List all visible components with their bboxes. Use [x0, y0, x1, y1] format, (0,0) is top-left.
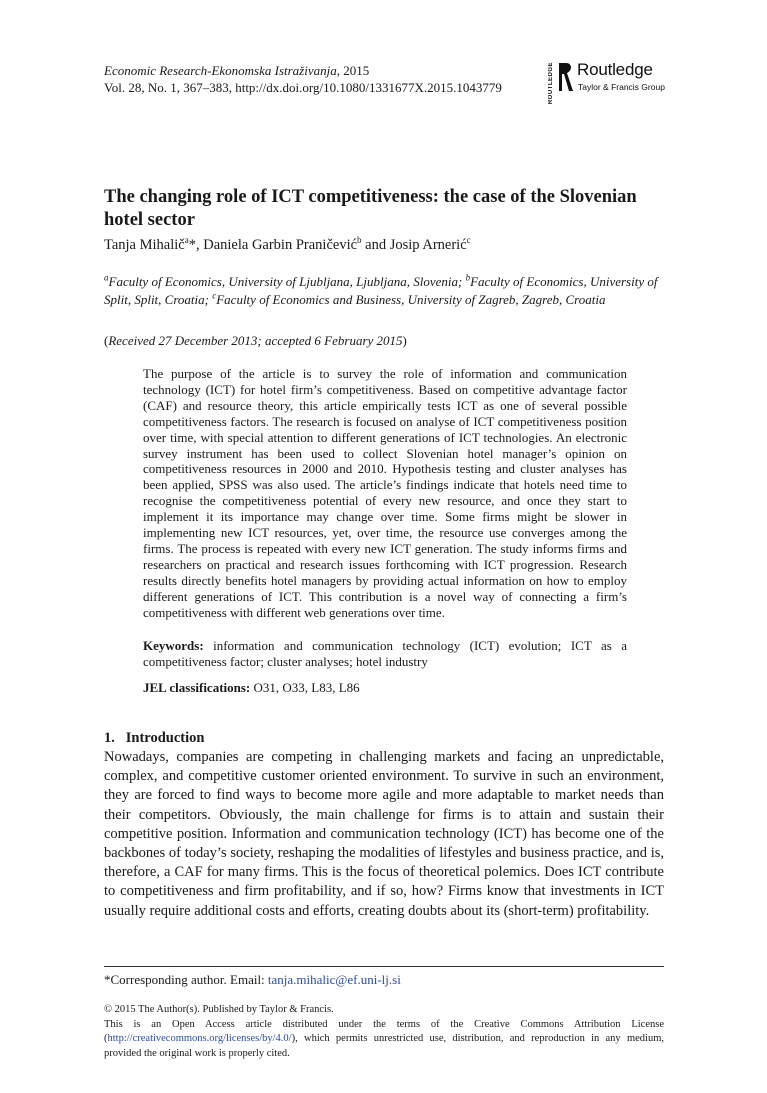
jel-label: JEL classifications: [143, 680, 251, 695]
affil-sup: a [104, 272, 109, 283]
jel-codes: O31, O33, L83, L86 [253, 680, 360, 695]
author-separator: and [361, 237, 390, 253]
journal-name: Economic Research-Ekonomska Istraživanja [104, 63, 337, 78]
corresponding-author [104, 972, 401, 988]
keywords-label: Keywords: [143, 638, 204, 653]
copyright-line: © 2015 The Author(s). Published by Taylor & Francis. [104, 1004, 334, 1015]
author-affil-sup: b [357, 235, 362, 246]
affiliations [104, 273, 664, 308]
body-paragraph: Nowadays, companies are competing in challenging markets and facing an unpredictable, complex, and competitive customer oriented environment. To survive in such an environment, they are forced to find ways to become more agile and more adaptable to market needs than their competitors. Obviously, the main challenge for firms is to attain and sustain their competitive position. Information and communication technology (ICT) has become one of the backbones of today’s society, reshaping the modalities of lifestyles and business practice, and is, therefore, a CAF for many firms. This is the focus of theoretical polemics. Does ICT contribute to competitiveness and firm profitability, and if so, how? Firms know that investments in ICT usually require additional costs and efforts, creating doubts about its (short-term) profitability. [104, 749, 664, 919]
author-affil-sup: a [184, 235, 189, 246]
affiliation: Faculty of Economics, University of Split, Split, Croatia; [104, 274, 658, 307]
jel-classifications [143, 680, 360, 696]
footnote-divider [104, 966, 664, 967]
email-link[interactable]: tanja.mihalic@ef.uni-lj.si [267, 972, 401, 987]
affil-sup: c [212, 290, 217, 301]
affiliation: Faculty of Economics and Business, University of Zagreb, Zagreb, Croatia [216, 291, 606, 307]
author-name: Daniela Garbin Praničević [203, 237, 358, 253]
routledge-r-icon [557, 61, 575, 93]
author-list [104, 236, 471, 254]
corresponding-star[interactable]: * [188, 237, 196, 253]
affiliation: Faculty of Economics, University of Ljubljana, Ljubljana, Slovenia; [108, 274, 466, 289]
keywords-text: information and communication technology (ICT) evolution; ICT as a competitiveness factor; cluster analyses; hotel industry [143, 638, 627, 669]
publisher-subtitle: Taylor & Francis Group [578, 82, 665, 92]
journal-header [104, 62, 502, 96]
corresponding-label: *Corresponding author. Email: [104, 972, 268, 987]
license-link[interactable]: http://creativecommons.org/licenses/by/4.0/ [107, 1033, 292, 1044]
publisher-name: Routledge [577, 60, 653, 79]
author-name: Tanja Mihalič [104, 237, 185, 253]
author-affil-sup: c [466, 235, 471, 246]
received-dates: (Received 27 December 2013; accepted 6 February 2015) [104, 333, 407, 348]
copyright-block [104, 1003, 664, 1061]
author-name: Josip Arnerić [389, 237, 467, 253]
author-separator: , [195, 237, 204, 253]
abstract: The purpose of the article is to survey the role of information and communication technology (ICT) for hotel firm’s competitiveness. Based on competitive advantage factor (CAF) and resource theory, this article empirically tests ICT as one of several possible competitiveness factors. The research is focused on analyse of ICT competitiveness position over time, with special attention to different generations of ICT technologies. An electronic survey instrument has been used to collect Slovenian hotel manager’s opinion on competitiveness resources in 2000 and 2010. Hypothesis testing and cluster analyses has been applied, SPSS was also used. The article’s findings indicate that hotels need time to recognise the competitiveness potential of every new resource, and once they start to implement it its importance may change over time. Some firms might be slower in implementing new ICT resources, yet, over time, the resource use converges among the firms. The process is repeated with every new ICT generation. The study informs firms and researchers on practical and research issues forthcoming with ICT progression. Research results directly benefits hotel managers by providing actual information on how to employ different generations of ICT. This contribution is a novel way of connecting a firm’s competitiveness with different web generations over time. [143, 366, 627, 620]
received-text: Received 27 December 2013; accepted 6 February 2015 [108, 333, 403, 348]
article-title: The changing role of ICT competitiveness: the case of the Slovenian hotel sector [104, 187, 637, 230]
journal-year: , 2015 [336, 63, 370, 78]
affil-sup: b [465, 272, 471, 283]
keywords [143, 638, 627, 670]
logo-vertical-text: ROUTLEDGE [548, 62, 554, 105]
section-heading: 1. Introduction [104, 730, 205, 746]
journal-volume-doi[interactable]: Vol. 28, No. 1, 367–383, http://dx.doi.org/10.1080/1331677X.2015.1043779 [104, 80, 502, 95]
journal-title-line [104, 62, 502, 79]
routledge-logo [548, 60, 668, 105]
license-text: This is an Open Access article distributed under the terms of the Creative Commons Attribution License (http://creativecommons.org/licenses/by/4.0/), which permits unrestricted use, distribution, and reproduction in any medium, provided the original work is properly cited. [104, 1018, 664, 1059]
